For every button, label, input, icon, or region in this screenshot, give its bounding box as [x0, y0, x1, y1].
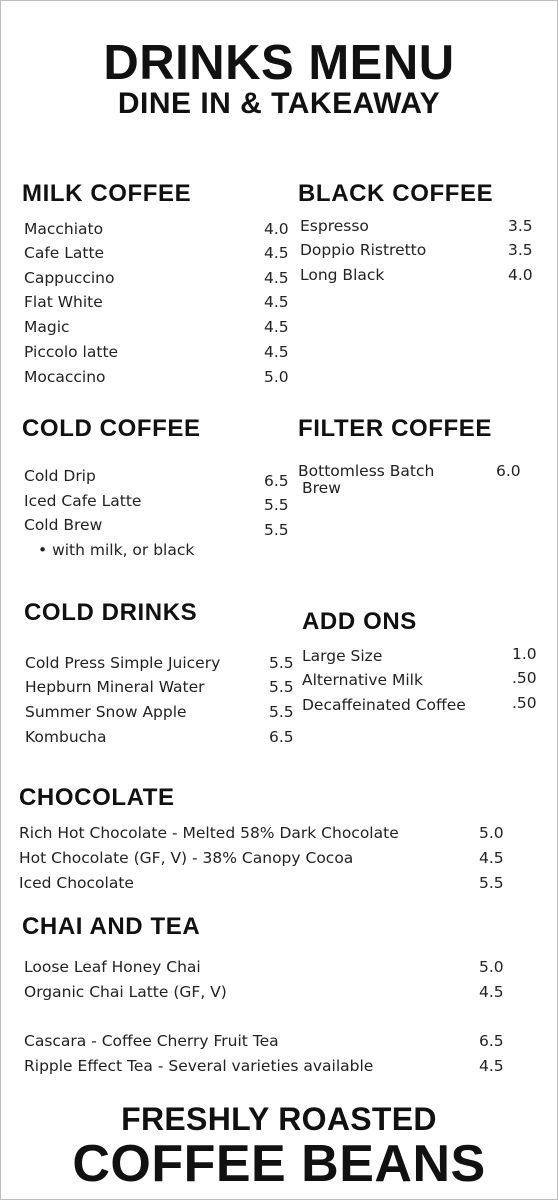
menu-item-name: Alternative Milk — [302, 671, 423, 689]
section-heading: CHAI AND TEA — [22, 913, 201, 940]
menu-item-price: 5.0 — [264, 368, 289, 386]
menu-item-name: Magic — [24, 318, 70, 336]
menu-item-name: Cold Brew — [24, 516, 103, 534]
menu-item-name: Espresso — [300, 217, 369, 235]
section-heading: MILK COFFEE — [22, 180, 192, 207]
note-text: with milk, or black — [52, 541, 195, 559]
section-heading: ADD ONS — [302, 608, 417, 635]
menu-subtitle: DINE IN & TAKEAWAY — [117, 87, 441, 120]
menu-item-name: Rich Hot Chocolate - Melted 58% Dark Chocolate — [19, 824, 399, 842]
menu-item-name: Organic Chai Latte (GF, V) — [24, 983, 227, 1001]
menu-item-price: 4.0 — [264, 220, 289, 238]
menu-item-name: Cafe Latte — [24, 244, 105, 262]
menu-item-price: 6.0 — [496, 462, 521, 480]
section-heading: COLD DRINKS — [24, 599, 198, 626]
menu-item-name: Hepburn Mineral Water — [25, 678, 205, 696]
bullet-icon: • — [38, 541, 53, 559]
menu-item-price: .50 — [512, 669, 537, 687]
menu-item-price: 5.0 — [479, 958, 504, 976]
menu-item-name: Bottomless Batch — [298, 462, 435, 480]
menu-item-name: Cascara - Coffee Cherry Fruit Tea — [24, 1032, 279, 1050]
menu-item-price: 4.5 — [479, 1057, 504, 1075]
menu-item-name: Summer Snow Apple — [25, 703, 187, 721]
section-heading: BLACK COFFEE — [298, 180, 494, 207]
menu-item-price: 4.0 — [508, 266, 533, 284]
menu-item-price: 4.5 — [479, 849, 504, 867]
menu-item-name: Cappuccino — [24, 269, 115, 287]
footer-line-2: COFFEE BEANS — [72, 1135, 486, 1193]
menu-item-price: 5.5 — [264, 521, 289, 539]
menu-item-name: Kombucha — [25, 728, 107, 746]
menu-item-price: 3.5 — [508, 241, 533, 259]
menu-item-name: Loose Leaf Honey Chai — [24, 958, 201, 976]
section-heading: FILTER COFFEE — [298, 415, 493, 442]
menu-item-name: Iced Chocolate — [19, 874, 134, 892]
menu-item-name: Ripple Effect Tea - Several varieties available — [24, 1057, 374, 1075]
menu-item-name: Doppio Ristretto — [300, 241, 427, 259]
menu-item-price: 1.0 — [512, 645, 537, 663]
menu-item-name: Decaffeinated Coffee — [302, 696, 466, 714]
menu-item-price: 6.5 — [269, 728, 294, 746]
menu-item-price: 5.5 — [479, 874, 504, 892]
menu-item-name: Iced Cafe Latte — [24, 492, 142, 510]
menu-title: DRINKS MENU — [103, 36, 455, 90]
menu-item-price: 4.5 — [264, 293, 289, 311]
section-heading: CHOCOLATE — [19, 784, 175, 811]
menu-item-name: Hot Chocolate (GF, V) - 38% Canopy Cocoa — [19, 849, 354, 867]
menu-item-price: 5.5 — [264, 496, 289, 514]
menu-item-price: 5.5 — [269, 703, 294, 721]
menu-item-price: 4.5 — [264, 269, 289, 287]
menu-item-name: Cold Press Simple Juicery — [25, 654, 221, 672]
menu-item-price: 4.5 — [264, 244, 289, 262]
menu-item-name: Large Size — [302, 647, 383, 665]
menu-item-price: .50 — [512, 694, 537, 712]
menu-item-price: 3.5 — [508, 217, 533, 235]
menu-item-note — [38, 540, 194, 560]
menu-item-price: 4.5 — [264, 343, 289, 361]
menu-item-price: 4.5 — [479, 983, 504, 1001]
menu-item-price: 5.5 — [269, 654, 294, 672]
menu-item-price: 4.5 — [264, 318, 289, 336]
footer-line-1: FRESHLY ROASTED — [121, 1101, 437, 1137]
menu-item-name: Cold Drip — [24, 467, 96, 485]
menu-item-price: 5.0 — [479, 824, 504, 842]
menu-item-name: Mocaccino — [24, 368, 106, 386]
menu-item-price: 5.5 — [269, 678, 294, 696]
menu-item-price: 6.5 — [479, 1032, 504, 1050]
menu-item-name: Piccolo latte — [24, 343, 119, 361]
menu-item-name: Long Black — [300, 266, 385, 284]
menu-item-name: Flat White — [24, 293, 103, 311]
menu-item-price: 6.5 — [264, 472, 289, 490]
section-heading: COLD COFFEE — [22, 415, 201, 442]
menu-item-name-continued: Brew — [302, 479, 341, 497]
menu-item-name: Macchiato — [24, 220, 104, 238]
